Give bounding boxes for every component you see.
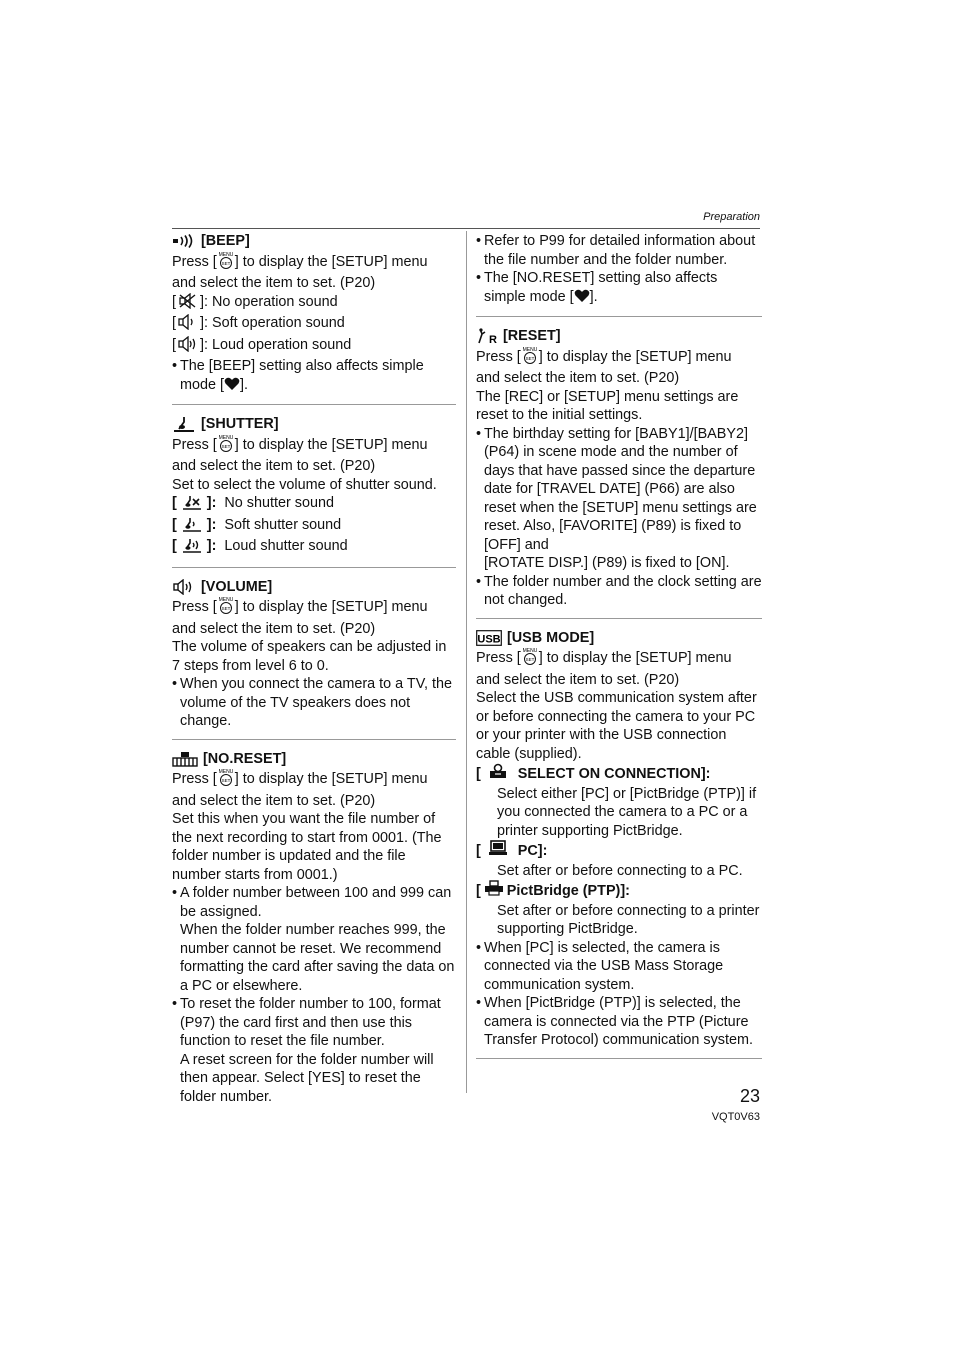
volume-heading: [172, 578, 456, 597]
reset-note-1: • The birthday setting for [BABY1]/[BABY2] (P64) in scene mode and the number of days that have passed since the departure date for [TRAVEL DATE] (P66) are also reset when the [SETUP] menu settings are reset. Also, [FAVORITE] (P89) is fixed to [OFF] and [ROTATE DISP.] (P89) is fixed to [ON].: [476, 425, 762, 573]
shutter-option-soft: [ ]: Soft shutter sound: [172, 516, 456, 538]
usb-option-select-desc: Select either [PC] or [PictBridge (PTP)] if you connected the camera to a PC or a printer supporting PictBridge.: [497, 785, 757, 839]
file-number-reset-icon: [172, 751, 198, 767]
shutter-option-loud: [ ]: Loud shutter sound: [172, 537, 456, 559]
heart-icon: [574, 289, 590, 309]
svg-text:SET: SET: [221, 606, 231, 611]
reset-section: [476, 327, 762, 619]
reset-note-2: • The folder number and the clock setting are not changed.: [476, 573, 762, 610]
menu-set-icon: [522, 346, 538, 370]
usb-option-pictbridge: [ PictBridge (PTP)]:: [476, 880, 762, 902]
reset-desc: The [REC] or [SETUP] menu settings are reset to the initial settings.: [476, 388, 739, 423]
noreset-section: [172, 750, 456, 1115]
section-label: Preparation: [703, 211, 760, 223]
mute-icon: [177, 293, 199, 315]
reset-icon: [476, 328, 498, 344]
svg-text:MENU: MENU: [218, 597, 234, 603]
shutter-loud-icon: [182, 537, 202, 559]
usb-option-select-on-connection: [ SELECT ON CONNECTION]:: [476, 763, 762, 785]
shutter-option-off: [ ]: No shutter sound: [172, 494, 456, 516]
beep-title: [BEEP]: [201, 233, 250, 249]
noreset-continued: [476, 232, 762, 317]
usb-title: [USB MODE]: [507, 629, 595, 646]
column-divider: [466, 231, 467, 1093]
right-column: [476, 232, 762, 1069]
usb-option-pictbridge-desc: Set after or before connecting to a printer supporting PictBridge.: [497, 902, 760, 937]
menu-set-icon: [218, 596, 234, 620]
noreset-desc: Set this when you want the file number of the next recording to start from 0001. (The folder number is updated and the file number starts from 0001.): [172, 811, 442, 883]
shutter-section: [172, 415, 456, 568]
beep-heading: [172, 232, 456, 251]
usb-option-pc-desc: Set after or before connecting to a PC.: [497, 862, 743, 879]
svg-text:SET: SET: [525, 657, 535, 662]
svg-text:MENU: MENU: [522, 648, 538, 654]
beep-icon: [172, 233, 196, 249]
svg-text:SET: SET: [525, 355, 535, 361]
volume-desc: The volume of speakers can be adjusted in 7 steps from level 6 to 0.: [172, 639, 447, 674]
noreset-instruction: Press [ MENU SET ] to display the [SETUP] menu and select the item to set. (P20): [172, 769, 428, 809]
shutter-soft-icon: [182, 516, 202, 538]
svg-text:MENU: MENU: [218, 434, 234, 441]
volume-section: [172, 578, 456, 740]
header-rule: [172, 228, 760, 229]
usb-note-1: • When [PC] is selected, the camera is connected via the USB Mass Storage communication system.: [476, 939, 762, 995]
menu-set-icon: [218, 434, 234, 458]
noreset-note-1: • A folder number between 100 and 999 can be assigned. When the folder number reaches 999, the number cannot be reset. We recommend formatting the card after saving the data on a PC or elsewhere.: [172, 884, 456, 995]
file-number-note: • Refer to P99 for detailed information about the file number and the folder number.: [476, 232, 762, 269]
beep-option-off: [ ]: No operation sound: [172, 293, 456, 315]
page-number: 23: [739, 1086, 760, 1106]
volume-icon: [172, 579, 196, 595]
beep-option-loud: [ ]: Loud operation sound: [172, 336, 456, 358]
reset-heading: [476, 327, 762, 346]
svg-text:SET: SET: [221, 778, 231, 783]
select-connection-icon: [488, 763, 508, 785]
shutter-instruction: Press [ MENU SET ] to display the [SETUP] menu and select the item to set. (P20): [172, 434, 428, 474]
beep-section: [172, 232, 456, 405]
shutter-sound-icon: [172, 416, 196, 432]
usb-instruction: Press [ MENU SET ] to display the [SETUP] menu and select the item to set. (P20): [476, 648, 732, 688]
pc-icon: [488, 840, 508, 862]
usb-section: [476, 629, 762, 1059]
svg-text:MENU: MENU: [218, 769, 234, 775]
reset-instruction: Press [ MENU SET ] to display the [SETUP] menu and select the item to set. (P20): [476, 346, 732, 386]
document-code: VQT0V63: [711, 1111, 760, 1123]
left-column: [172, 232, 456, 1114]
shutter-off-icon: [182, 494, 202, 516]
usb-icon: [476, 630, 502, 646]
svg-text:MENU: MENU: [218, 251, 234, 258]
shutter-desc: Set to select the volume of shutter sound.: [172, 476, 437, 493]
svg-text:SET: SET: [221, 260, 231, 266]
menu-set-icon: [218, 251, 234, 275]
usb-desc: Select the USB communication system after or before connecting the camera to your PC or your printer with the USB connection cable (supplied).: [476, 690, 757, 762]
menu-set-icon: [218, 768, 234, 792]
svg-text:USB: USB: [477, 633, 501, 646]
beep-note: • The [BEEP] setting also affects simple mode [ ].: [172, 357, 456, 396]
volume-note: • When you connect the camera to a TV, the volume of the TV speakers does not change.: [172, 675, 456, 731]
svg-text:R: R: [489, 334, 497, 345]
usb-note-2: • When [PictBridge (PTP)] is selected, the camera is connected via the PTP (Picture Transfer Protocol) communication system.: [476, 994, 762, 1050]
shutter-heading: [172, 415, 456, 434]
speaker-soft-icon: [177, 314, 199, 336]
beep-option-soft: [ ]: Soft operation sound: [172, 314, 456, 336]
usb-heading: [476, 629, 762, 648]
printer-icon: [484, 880, 504, 902]
volume-title: [VOLUME]: [201, 578, 273, 595]
svg-text:SET: SET: [221, 443, 231, 449]
simple-mode-note: • The [NO.RESET] setting also affects simple mode [ ].: [476, 269, 762, 308]
reset-title: [RESET]: [503, 328, 561, 344]
heart-icon: [224, 377, 240, 397]
volume-instruction: Press [ MENU SET ] to display the [SETUP] menu and select the item to set. (P20): [172, 597, 428, 637]
shutter-title: [SHUTTER]: [201, 416, 279, 432]
svg-text:MENU: MENU: [522, 346, 538, 353]
noreset-heading: [172, 750, 456, 769]
menu-set-icon: [522, 647, 538, 671]
usb-option-pc: [ PC]:: [476, 840, 762, 862]
noreset-title: [NO.RESET]: [203, 750, 287, 767]
speaker-loud-icon: [177, 336, 199, 358]
noreset-note-2: • To reset the folder number to 100, format (P97) the card first and then use this function to reset the file number. A reset screen for the folder number will then appear. Select [YES] to reset the folder number.: [172, 995, 456, 1106]
beep-instruction: Press [ MENU SET ] to display the [SETUP] menu and select the item to set. (P20): [172, 251, 428, 291]
